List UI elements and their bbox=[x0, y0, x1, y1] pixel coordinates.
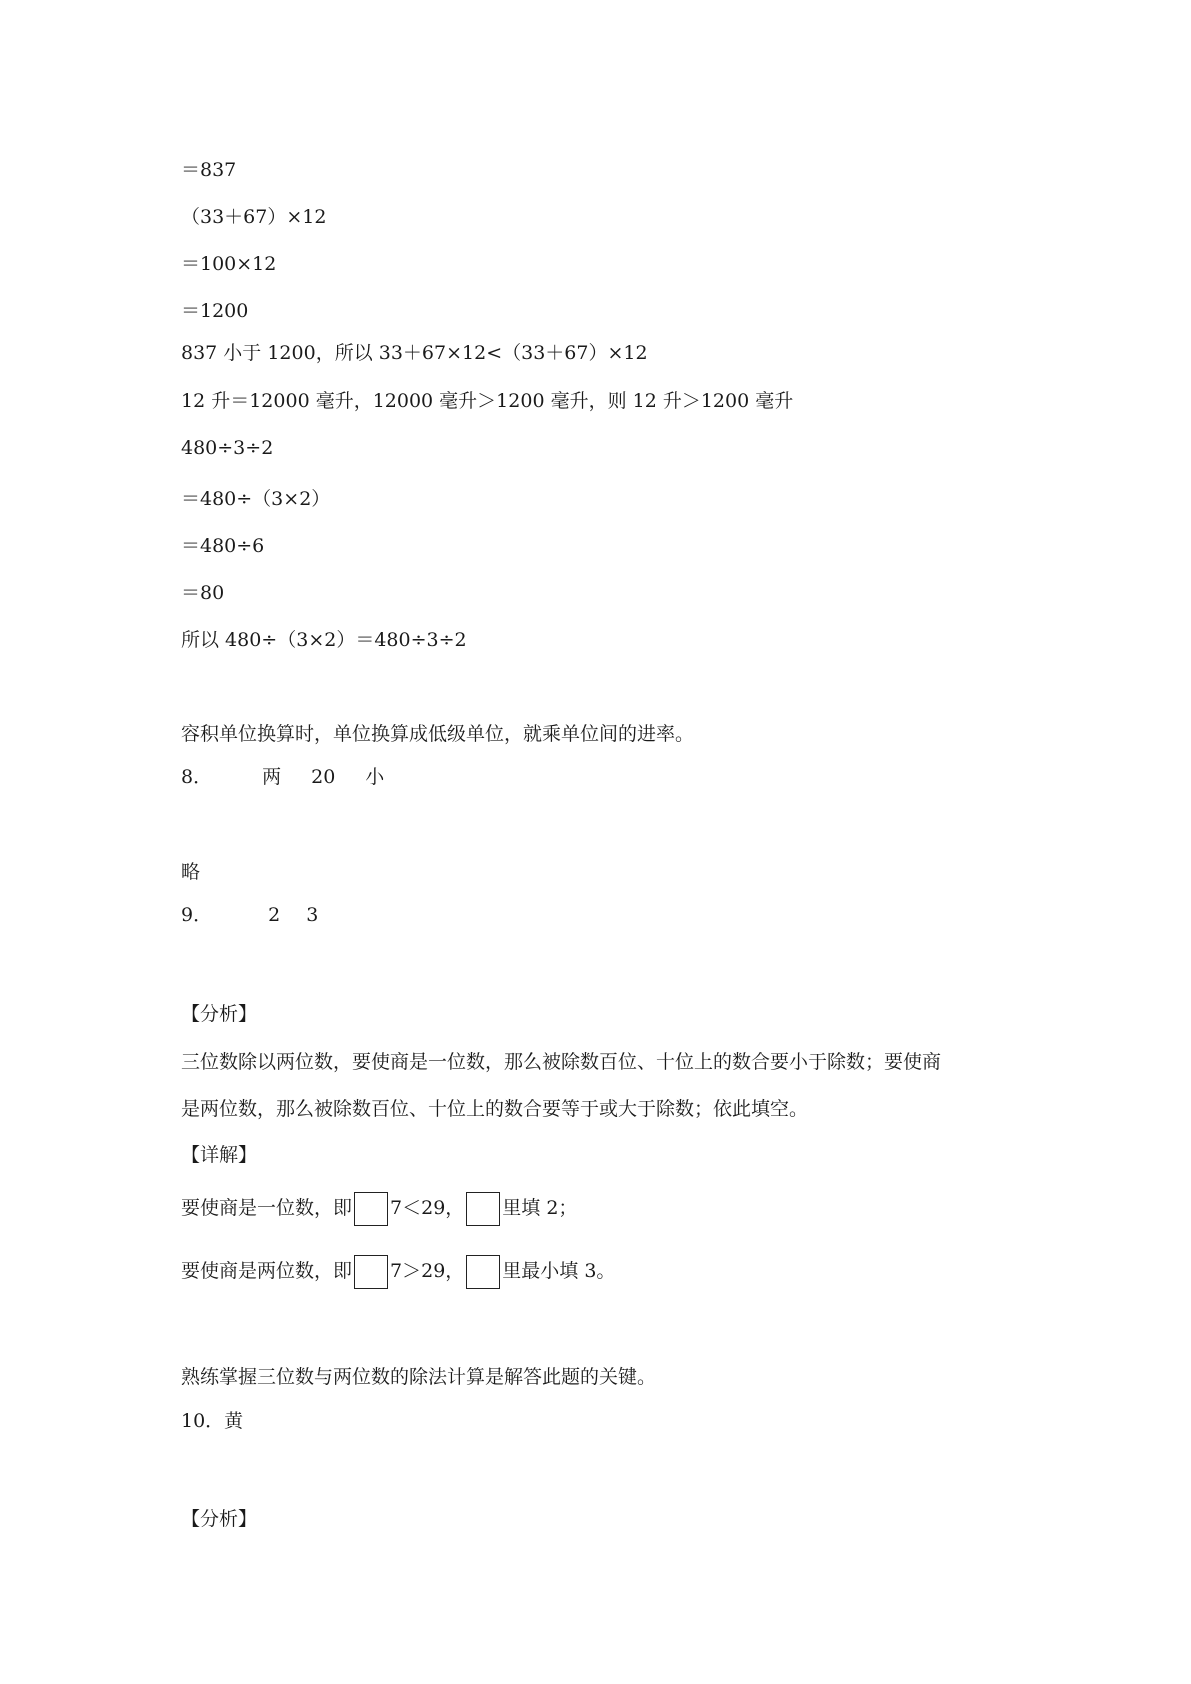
equation-line: ＝837 bbox=[181, 159, 237, 181]
detail-suffix: 里最小填 3。 bbox=[502, 1260, 616, 1282]
answer-blank-1: 2 bbox=[268, 904, 281, 926]
question-number: 8． bbox=[181, 766, 213, 788]
summary-note: 熟练掌握三位数与两位数的除法计算是解答此题的关键。 bbox=[181, 1366, 657, 1388]
answer-q9 bbox=[181, 903, 318, 927]
detail-line-one-digit bbox=[181, 1192, 577, 1226]
question-number: 9． bbox=[181, 904, 213, 926]
blank-box bbox=[466, 1255, 500, 1289]
answer-q10: 10．黄 bbox=[181, 1410, 244, 1432]
blank-box bbox=[354, 1255, 388, 1289]
unit-conversion-line: 12 升＝12000 毫升，12000 毫升＞1200 毫升，则 12 升＞1200 毫升 bbox=[181, 390, 794, 412]
detail-mid: 7＜29， bbox=[390, 1197, 465, 1219]
section-heading-detail: 【详解】 bbox=[181, 1144, 258, 1166]
section-heading-analysis: 【分析】 bbox=[181, 1508, 258, 1530]
blank-box bbox=[466, 1192, 500, 1226]
blank-box bbox=[354, 1192, 388, 1226]
detail-suffix: 里填 2； bbox=[502, 1197, 578, 1219]
comparison-conclusion: 837 小于 1200，所以 33＋67×12<（33＋67）×12 bbox=[181, 342, 648, 364]
comparison-conclusion: 所以 480÷（3×2）＝480÷3÷2 bbox=[181, 629, 467, 651]
equation-line: ＝1200 bbox=[181, 300, 249, 322]
equation-line: ＝100×12 bbox=[181, 253, 277, 275]
analysis-text: 三位数除以两位数，要使商是一位数，那么被除数百位、十位上的数合要小于除数；要使商 bbox=[181, 1051, 942, 1073]
answer-blank-1: 两 bbox=[262, 766, 282, 788]
detail-mid: 7＞29， bbox=[390, 1260, 465, 1282]
equation-line: ＝80 bbox=[181, 582, 225, 604]
detail-prefix: 要使商是两位数，即 bbox=[181, 1260, 353, 1282]
section-heading-analysis: 【分析】 bbox=[181, 1003, 258, 1025]
detail-prefix: 要使商是一位数，即 bbox=[181, 1197, 353, 1219]
omitted-note: 略 bbox=[181, 861, 201, 883]
answer-blank-2: 3 bbox=[306, 904, 319, 926]
equation-line: （33＋67）×12 bbox=[181, 206, 327, 228]
answer-blank-3: 小 bbox=[365, 766, 385, 788]
detail-line-two-digit bbox=[181, 1255, 615, 1289]
equation-line: ＝480÷（3×2） bbox=[181, 488, 331, 510]
analysis-text: 是两位数，那么被除数百位、十位上的数合要等于或大于除数；依此填空。 bbox=[181, 1098, 809, 1120]
equation-line: ＝480÷6 bbox=[181, 535, 265, 557]
summary-note: 容积单位换算时，单位换算成低级单位，就乘单位间的进率。 bbox=[181, 723, 695, 745]
answer-blank-2: 20 bbox=[311, 766, 336, 788]
equation-line: 480÷3÷2 bbox=[181, 437, 274, 459]
answer-q8 bbox=[181, 765, 384, 789]
